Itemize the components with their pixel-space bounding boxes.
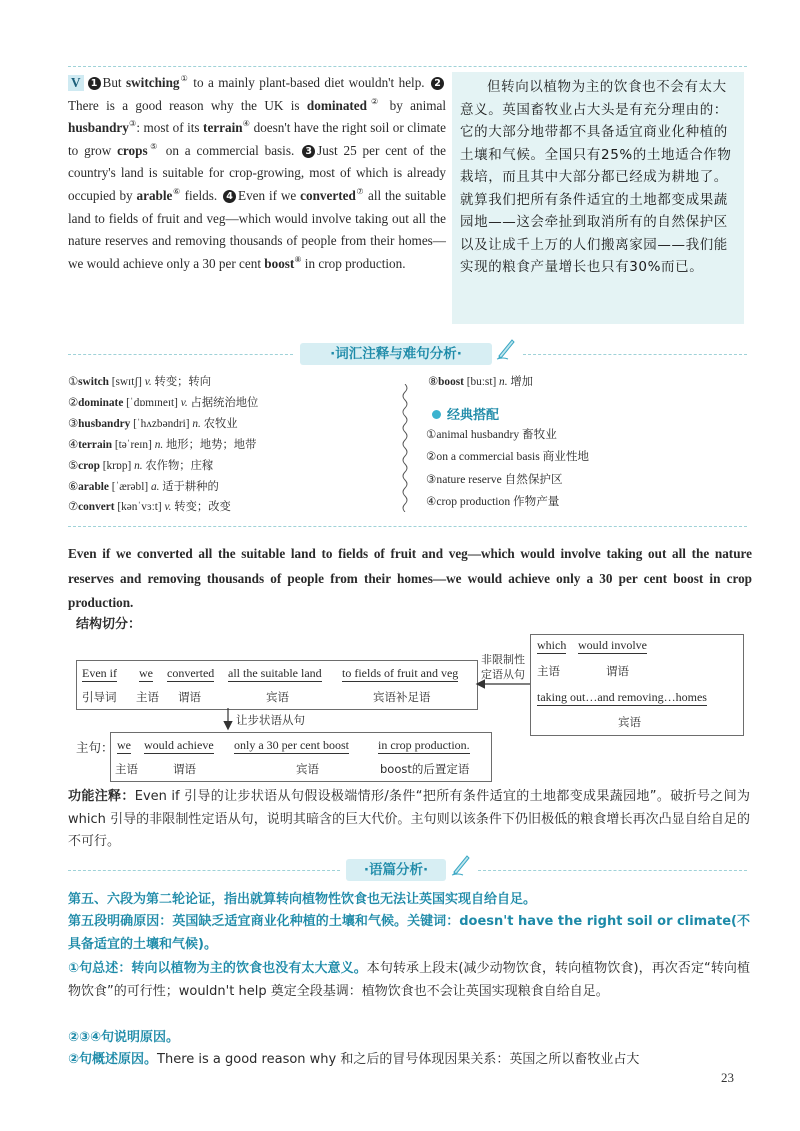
- divider: [478, 870, 747, 871]
- divider: [68, 526, 747, 527]
- passage-translation: 但转向以植物为主的饮食也不会有太大意义。英国畜牧业占大头是有充分理由的：它的大部分地带都不具备适宜商业化种植的土壤和气候。全国只有25%的土地适合作物栽培，而且其中大部分都已经成为耕地了。就算我们把所有条件适宜的土地都变成果蔬园地——这会牵扯到取消所有的自然保护区以及让成千上万的人们搬离家园——我们能实现的粮食产量增长也只有30%而已。: [452, 72, 744, 324]
- vocab-item: ③husbandry [ˈhʌzbəndri] n. 农牧业: [68, 417, 238, 430]
- main-word: we: [117, 738, 131, 752]
- sentence-number-3: 3: [302, 145, 315, 158]
- relative-object: taking out…and removing…homes: [537, 690, 707, 704]
- sentence-number-2: 2: [431, 77, 444, 90]
- clause-role: 宾语: [266, 690, 289, 704]
- discourse-paragraph-4: ②③④句说明原因。: [68, 1030, 180, 1045]
- clause-word: Even if: [82, 666, 117, 680]
- difficult-sentence: Even if we converted all the suitable land to fields of fruit and veg—which would involve taking out all the nature reserves and removing thousands of people from their homes—we would achieve only a 30 per cent boost in crop production.: [68, 546, 752, 611]
- vocab-item: ①switch [swɪtʃ] v. 转变；转向: [68, 376, 212, 388]
- clause-word: converted: [167, 666, 215, 680]
- sentence-number-1: 1: [88, 77, 101, 90]
- vocab-item: ⑦convert [kənˈvɜːt] v. 转变；改变: [68, 501, 231, 514]
- relative-word: would involve: [578, 638, 647, 652]
- clause-role: 引导词: [82, 690, 117, 704]
- passage-english: V 1 But switching① to a mainly plant-based diet wouldn't help. 2There is a good reason why the UK is dominated② by animal husbandry③: most of its terrain④ doesn't have the right soil or climate to grow crops⑤ on a commercial basis. 3 Just 25 per cent of the country's land is suitable for crop-growing, most of which is already occupied by arable⑥ fields. 4 Even if we converted⑦ all the suitable land to fields of fruit and veg—which would involve taking out all the nature reserves and removing thousands of people from their homes—we would achieve only a 30 per cent boost⑧ in crop production.: [68, 74, 447, 271]
- main-word: would achieve: [144, 738, 214, 752]
- bullet-icon: [432, 410, 441, 419]
- divider: [68, 870, 340, 871]
- clause-word: to fields of fruit and veg: [342, 666, 459, 680]
- clause-role: 宾语补足语: [373, 690, 431, 704]
- discourse-paragraph-2: 第五段明确原因：英国缺乏适宜商业化种植的土壤和气候。关键词：doesn't have the right soil or climate(不具备适宜的土壤和气候)。: [68, 914, 750, 952]
- collocation-title: 经典搭配: [432, 404, 499, 423]
- function-note: 功能注释：Even if 引导的让步状语从句假设极端情形/条件“把所有条件适宜的土地都变成果蔬园地”。破折号之间为 which 引导的非限制性定语从句，说明其暗含的巨大代价。主句则以该条件下仍旧极低的粮食增长再次凸显自给自足的不可行。: [68, 789, 750, 849]
- relative-role: 谓语: [606, 664, 629, 678]
- main-role: 主语: [115, 762, 138, 776]
- discourse-paragraph-3: ①句总述：转向以植物为主的饮食也没有太大意义。本句转承上段末(减少动物饮食，转向植物饮食)，再次否定“转向植物饮食”的可行性；wouldn't help 奠定全段基调：植物饮食也不会让英国实现粮食自给自足。: [68, 961, 750, 999]
- vocab-item: ⑤crop [krɒp] n. 农作物；庄稼: [68, 459, 214, 472]
- main-role: 谓语: [173, 762, 196, 776]
- divider: [68, 354, 293, 355]
- vocab-item: ⑧boost [buːst] n. 增加: [428, 376, 533, 388]
- collocation-item: ③nature reserve 自然保护区: [426, 472, 563, 486]
- relative-clause-label: 非限制性定语从句: [481, 653, 525, 681]
- collocation-list: [426, 424, 746, 513]
- vocab-item: ②dominate [ˈdɒmɪneɪt] v. 占据统治地位: [68, 396, 259, 409]
- collocation-item: ②on a commercial basis 商业性地: [426, 450, 590, 464]
- concessive-label: 让步状语从句: [236, 713, 305, 727]
- clause-role: 谓语: [178, 690, 201, 704]
- main-role: boost的后置定语: [380, 762, 470, 776]
- structure-label: 结构切分：: [76, 617, 142, 632]
- main-word: in crop production.: [378, 738, 470, 752]
- discourse-section-title: ·语篇分析·: [346, 859, 446, 881]
- vocab-item: ⑥arable [ˈærəbl] a. 适于耕种的: [68, 480, 219, 493]
- vocab-item: ④terrain [təˈreɪn] n. 地形；地势；地带: [68, 438, 257, 451]
- clause-word: we: [139, 666, 153, 680]
- discourse-paragraph-5: ②句概述原因。There is a good reason why 和之后的冒号体现因果关系：英国之所以畜牧业占大: [68, 1052, 640, 1067]
- divider: [523, 354, 747, 355]
- collocation-item: ①animal husbandry 畜牧业: [426, 428, 557, 441]
- pen-icon: [450, 852, 472, 876]
- vocab-section-title: ·词汇注释与难句分析·: [300, 343, 492, 365]
- clause-role: 主语: [136, 690, 159, 704]
- pen-icon: [495, 336, 517, 360]
- clause-word: all the suitable land: [228, 666, 322, 680]
- relative-object-role: 宾语: [618, 715, 641, 729]
- top-rule: [68, 66, 747, 67]
- main-word: only a 30 per cent boost: [234, 738, 349, 752]
- collocation-item: ④crop production 作物产量: [426, 494, 560, 508]
- sentence-number-4: 4: [223, 190, 236, 203]
- column-divider-wave: [399, 384, 411, 512]
- relative-role: 主语: [537, 664, 560, 678]
- page-number: 23: [721, 1070, 734, 1085]
- discourse-paragraph-1: 第五、六段为第二轮论证，指出就算转向植物性饮食也无法让英国实现自给自足。: [68, 892, 537, 907]
- paragraph-badge: V: [68, 75, 84, 91]
- vocab-list-left: [68, 372, 398, 518]
- relative-word: which: [537, 638, 567, 652]
- main-role: 宾语: [296, 762, 319, 776]
- vocab-list-right: [428, 372, 748, 393]
- main-clause-label: 主句：: [76, 740, 114, 755]
